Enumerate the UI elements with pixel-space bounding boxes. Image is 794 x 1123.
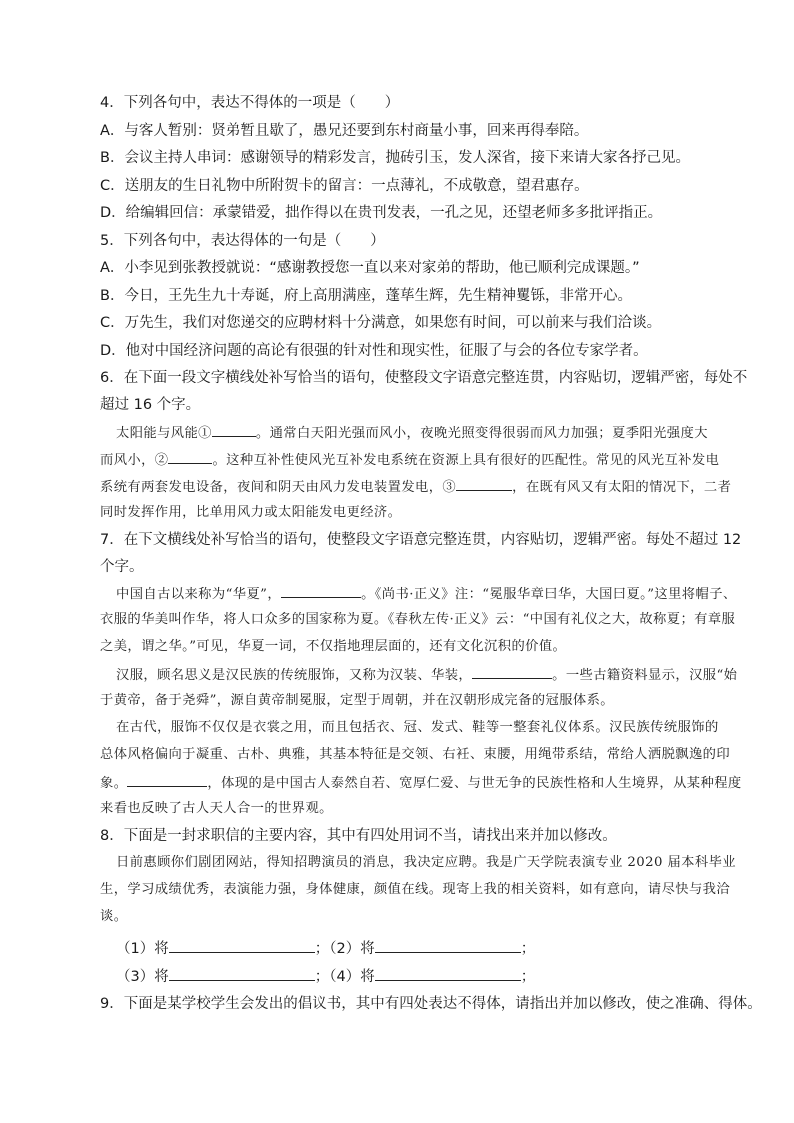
q8-answer-blank-4[interactable] bbox=[375, 966, 521, 981]
q4-option-c: C．送朋友的生日礼物中所附贺卡的留言：一点薄礼，不成敬意，望君惠存。 bbox=[100, 178, 589, 194]
q7-passage-line5: 于黄帝，备于尧舜”，源自黄帝制冕服，定型于周朝，并在汉朝形成完备的冠服体系。 bbox=[100, 693, 614, 708]
q8-answer-end: ； bbox=[520, 941, 536, 957]
q5-option-a: A．小李见到张教授就说：“感谢教授您一直以来对家弟的帮助，他已顺利完成课题。” bbox=[100, 260, 640, 276]
q8-answer-label: （3）将 bbox=[116, 969, 169, 985]
q7-stem-line2: 个字。 bbox=[100, 559, 144, 575]
q6-stem-line1: 6．在下面一段文字横线处补写恰当的语句，使整段文字语意完整连贯，内容贴切，逻辑严密，每处不 bbox=[100, 370, 748, 386]
q6-text: 而风小，② bbox=[100, 453, 169, 468]
q6-blank-1[interactable] bbox=[212, 422, 256, 437]
q7-passage-line2: 衣服的华美叫作华，将人口众多的国家称为夏。《春秋左传·正义》云：“中国有礼仪之大，故称夏；有章服 bbox=[100, 612, 736, 627]
q7-text: 汉服，顾名思义是汉民族的传统服饰，又称为汉装、华装， bbox=[116, 668, 473, 683]
q8-answer-blank-2[interactable] bbox=[375, 938, 521, 953]
q8-letter-line1: 日前惠顾你们剧团网站，得知招聘演员的消息，我决定应聘。我是广天学院表演专业 2020 届本科毕业 bbox=[116, 855, 736, 870]
q8-answer-end: ； bbox=[520, 969, 536, 985]
q7-text: 。《尚书·正义》注：“冕服华章曰华，大国曰夏。”这里将帽子、 bbox=[361, 587, 737, 602]
q7-text: 中国自古以来称为“华夏”， bbox=[116, 587, 282, 602]
q5-option-d: D．他对中国经济问题的高论有很强的针对性和现实性，征服了与会的各位专家学者。 bbox=[100, 343, 648, 359]
q7-passage-line6: 在古代，服饰不仅仅是衣裳之用，而且包括衣、冠、发式、鞋等一整套礼仪体系。汉民族传统服饰的 bbox=[116, 720, 719, 735]
q7-passage-line7: 总体风格偏向于凝重、古朴、典雅，其基本特征是交领、右衽、束腰，用绳带系结，常给人洒脱飘逸的印 bbox=[100, 747, 731, 762]
q6-text: 系统有两套发电设备，夜间和阴天由风力发电装置发电，③ bbox=[100, 480, 457, 495]
q8-answer-row2 bbox=[116, 966, 535, 987]
q6-passage-line1 bbox=[116, 422, 708, 444]
q6-passage-line4: 同时发挥作用，比单用风力或太阳能发电更经济。 bbox=[100, 505, 402, 520]
q6-text: 。这种互补性使风光互补发电系统在资源上具有很好的匹配性。常见的风光互补发电 bbox=[212, 453, 720, 468]
q6-passage-line2 bbox=[100, 449, 719, 471]
q4-option-a: A．与客人暂别：贤弟暂且歇了，愚兄还要到东村商量小事，回来再得奉陪。 bbox=[100, 123, 589, 139]
q6-blank-3[interactable] bbox=[456, 476, 512, 491]
q7-blank-2[interactable] bbox=[472, 664, 552, 679]
q5-stem: 5．下列各句中，表达得体的一句是（ ） bbox=[100, 233, 385, 249]
q8-answer-blank-1[interactable] bbox=[169, 938, 315, 953]
q7-passage-line4 bbox=[116, 664, 737, 686]
q9-stem: 9．下面是某学校学生会发出的倡议书，其中有四处表达不得体，请指出并加以修改，使之准确、得体。 bbox=[100, 996, 762, 1012]
q7-stem-line1: 7．在下文横线处补写恰当的语句，使整段文字语意完整连贯，内容贴切，逻辑严密。每处不超过 12 bbox=[100, 532, 742, 548]
q8-answer-blank-3[interactable] bbox=[169, 966, 315, 981]
q8-letter-line3: 谈。 bbox=[100, 909, 128, 924]
q6-text: ，在既有风又有太阳的情况下，二者 bbox=[512, 480, 732, 495]
q5-option-b: B．今日，王先生九十寿诞，府上高朋满座，蓬荜生辉，先生精神矍铄，非常开心。 bbox=[100, 288, 632, 304]
q4-option-b: B．会议主持人串词：感谢领导的精彩发言，抛砖引玉，发人深省，接下来请大家各抒己见。 bbox=[100, 150, 690, 166]
q6-stem-line2: 超过 16 个字。 bbox=[100, 397, 201, 413]
q4-stem: 4．下列各句中，表达不得体的一项是（ ） bbox=[100, 95, 400, 111]
q7-blank-3[interactable] bbox=[127, 772, 207, 787]
q6-passage-line3 bbox=[100, 476, 731, 498]
q8-letter-line2: 生，学习成绩优秀，表演能力强，身体健康，颜值在线。现寄上我的相关资料，如有意向，请尽快与我洽 bbox=[100, 882, 731, 897]
q8-answer-row1 bbox=[116, 938, 535, 959]
q8-answer-label: （1）将 bbox=[116, 941, 169, 957]
q7-text: ，体现的是中国古人泰然自若、宽厚仁爱、与世无争的民族性格和人生境界，从某种程度 bbox=[207, 776, 742, 791]
q7-passage-line8 bbox=[100, 772, 742, 794]
q6-blank-2[interactable] bbox=[168, 449, 212, 464]
q8-stem: 8．下面是一封求职信的主要内容，其中有四处用词不当，请找出来并加以修改。 bbox=[100, 828, 617, 844]
q7-text: 。一些古籍资料显示，汉服“始 bbox=[552, 668, 738, 683]
q7-passage-line1 bbox=[116, 583, 737, 605]
q7-passage-line3: 之美，谓之华。”可见，华夏一词，不仅指地理层面的，还有文化沉积的价值。 bbox=[100, 639, 567, 654]
q7-passage-line9: 来看也反映了古人天人合一的世界观。 bbox=[100, 801, 333, 816]
q5-option-c: C．万先生，我们对您递交的应聘材料十分满意，如果您有时间，可以前来与我们洽谈。 bbox=[100, 315, 662, 331]
q8-answer-label: ；（4）将 bbox=[314, 969, 375, 985]
q8-answer-label: ；（2）将 bbox=[314, 941, 375, 957]
q6-text: 太阳能与风能① bbox=[116, 426, 212, 441]
q7-text: 象。 bbox=[100, 776, 128, 791]
q6-text: 。通常白天阳光强而风小，夜晚光照变得很弱而风力加强；夏季阳光强度大 bbox=[255, 426, 708, 441]
q7-blank-1[interactable] bbox=[281, 583, 361, 598]
q4-option-d: D．给编辑回信：承蒙错爱，拙作得以在贵刊发表，一孔之见，还望老师多多批评指正。 bbox=[100, 205, 663, 221]
